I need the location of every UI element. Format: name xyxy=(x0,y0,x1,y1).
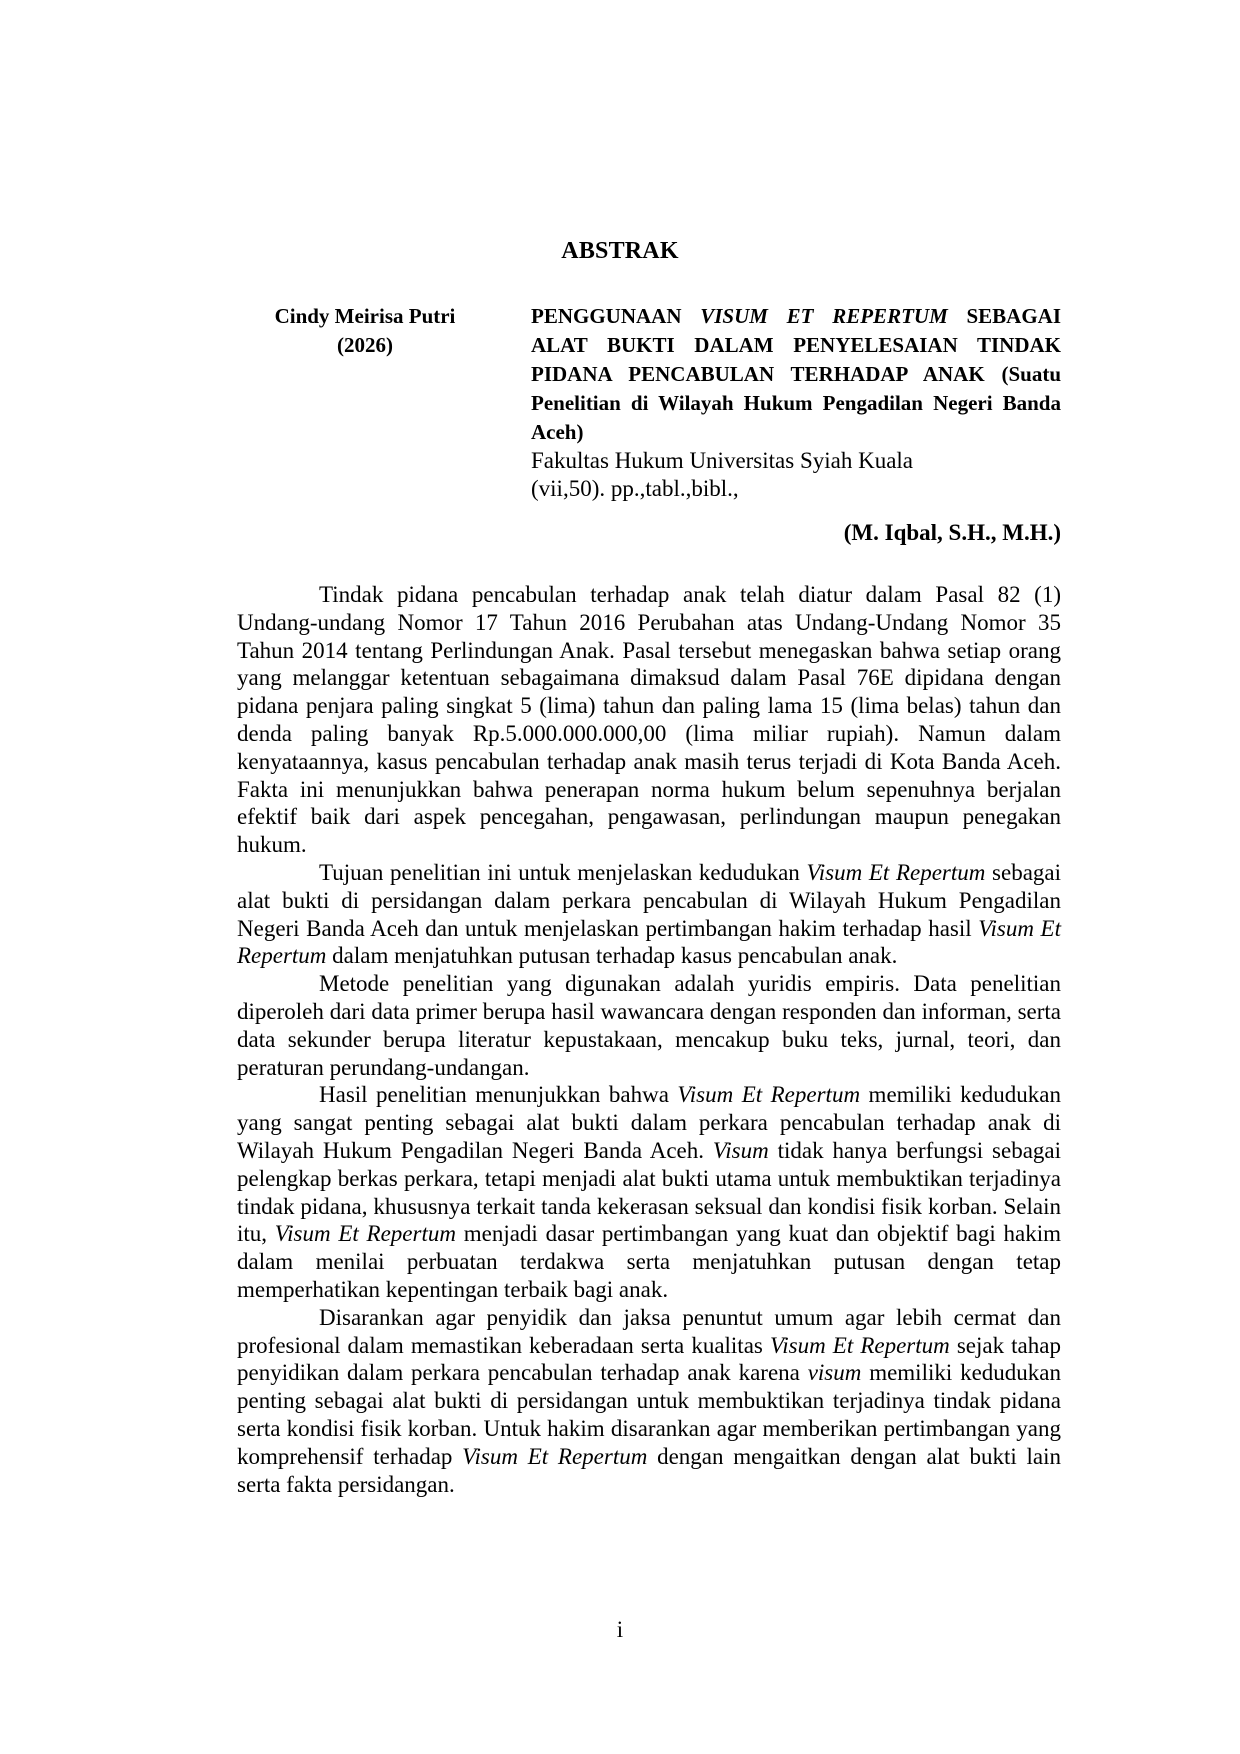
author-name: Cindy Meirisa Putri xyxy=(274,304,456,328)
abstract-paragraph xyxy=(237,859,1061,970)
page-number: i xyxy=(616,1617,624,1642)
thesis-title xyxy=(531,302,1061,447)
text-run: PENGGUNAAN xyxy=(531,304,701,328)
text-run: SEBAGAI ALAT BUKTI DALAM PENYELESAIAN TINDAK PIDANA PENCABULAN TERHADAP ANAK (Suatu Penelitian di Wilayah Hukum Pengadilan Negeri Banda Aceh) xyxy=(531,304,1062,444)
text-run: Metode penelitian yang digunakan adalah yuridis empiris. Data penelitian diperoleh dari data primer berupa hasil wawancara dengan responden dan informan, serta data sekunder berupa literatur kepustakaan, mencakup buku teks, jurnal, teori, dan peraturan perundang-undangan. xyxy=(237,971,1061,1080)
thesis-info-block xyxy=(531,302,1061,503)
text-run: dalam menjatuhkan putusan terhadap kasus pencabulan anak. xyxy=(326,943,898,969)
italic-term: Visum Et Repertum xyxy=(806,859,986,885)
text-run: Hasil penelitian menunjukkan bahwa xyxy=(319,1082,678,1108)
abstract-heading: ABSTRAK xyxy=(561,238,679,264)
supervisor-name: (M. Iqbal, S.H., M.H.) xyxy=(843,520,1061,545)
italic-term: VISUM ET REPERTUM xyxy=(700,304,948,328)
italic-term: Visum Et Repertum xyxy=(462,1443,648,1469)
text-run: tidak hanya berfungsi sebagai pelengkap berkas perkara, tetapi menjadi alat bukti utama untuk membuktikan terjadinya tindak pidana, khususnya terkait tanda kekerasan seksual dan kondisi fisik korban. Selain itu, xyxy=(237,1137,1061,1247)
italic-term: visum xyxy=(807,1360,862,1386)
italic-term: Visum Et Repertum xyxy=(274,1221,456,1247)
italic-term: Visum xyxy=(712,1137,769,1163)
author-block xyxy=(250,302,480,360)
text-run: dengan mengaitkan dengan alat bukti lain serta fakta persidangan. xyxy=(237,1443,1061,1497)
abstract-paragraph xyxy=(237,970,1061,1081)
abstract-body xyxy=(237,581,1061,1498)
pagination-info: (vii,50). pp.,tabl.,bibl., xyxy=(531,476,739,501)
text-run: menjadi dasar pertimbangan yang kuat dan objektif bagi hakim dalam menilai perbuatan terdakwa serta menjatuhkan putusan dengan tetap memperhatikan kepentingan terbaik bagi anak. xyxy=(237,1221,1061,1302)
faculty-name: Fakultas Hukum Universitas Syiah Kuala xyxy=(531,448,914,473)
italic-term: Visum Et Repertum xyxy=(769,1332,950,1358)
abstract-paragraph xyxy=(237,1081,1061,1303)
author-year: (2026) xyxy=(337,333,393,357)
text-run: Tujuan penelitian ini untuk menjelaskan kedudukan xyxy=(319,859,807,885)
text-run: Tindak pidana pencabulan terhadap anak telah diatur dalam Pasal 82 (1) Undang-undang Nomor 17 Tahun 2016 Perubahan atas Undang-Undang Nomor 35 Tahun 2014 tentang Perlindungan Anak. Pasal tersebut menegaskan bahwa setiap orang yang melanggar ketentuan sebagaimana dimaksud dalam Pasal 76E dipidana dengan pidana penjara paling singkat 5 (lima) tahun dan paling lama 15 (lima belas) tahun dan denda paling banyak Rp.5.000.000.000,00 (lima miliar rupiah). Namun dalam kenyataannya, kasus pencabulan terhadap anak masih terus terjadi di Kota Banda Aceh. Fakta ini menunjukkan bahwa penerapan norma hukum belum sepenuhnya berjalan efektif baik dari aspek pencegahan, pengawasan, perlindungan maupun penegakan hukum. xyxy=(237,582,1061,858)
text-run: Disarankan agar penyidik dan jaksa penuntut umum agar lebih cermat dan profesional dalam memastikan keberadaan serta kualitas xyxy=(237,1304,1061,1358)
text-run: memiliki kedudukan penting sebagai alat bukti di persidangan untuk membuktikan terjadinya tindak pidana serta kondisi fisik korban. Untuk hakim disarankan agar memberikan pertimbangan yang komprehensif terhadap xyxy=(237,1360,1061,1469)
text-run: sejak tahap penyidikan dalam perkara pencabulan terhadap anak karena xyxy=(237,1332,1061,1386)
abstract-paragraph xyxy=(237,1304,1061,1499)
text-run: memiliki kedudukan yang sangat penting sebagai alat bukti dalam perkara pencabulan terhadap anak di Wilayah Hukum Pengadilan Negeri Banda Aceh. xyxy=(237,1082,1062,1163)
italic-term: Visum Et Repertum xyxy=(237,915,1061,969)
text-run: sebagai alat bukti di persidangan dalam perkara pencabulan di Wilayah Hukum Pengadilan Negeri Banda Aceh dan untuk menjelaskan pertimbangan hakim terhadap hasil xyxy=(237,859,1062,941)
italic-term: Visum Et Repertum xyxy=(677,1082,861,1108)
abstract-paragraph xyxy=(237,581,1061,859)
